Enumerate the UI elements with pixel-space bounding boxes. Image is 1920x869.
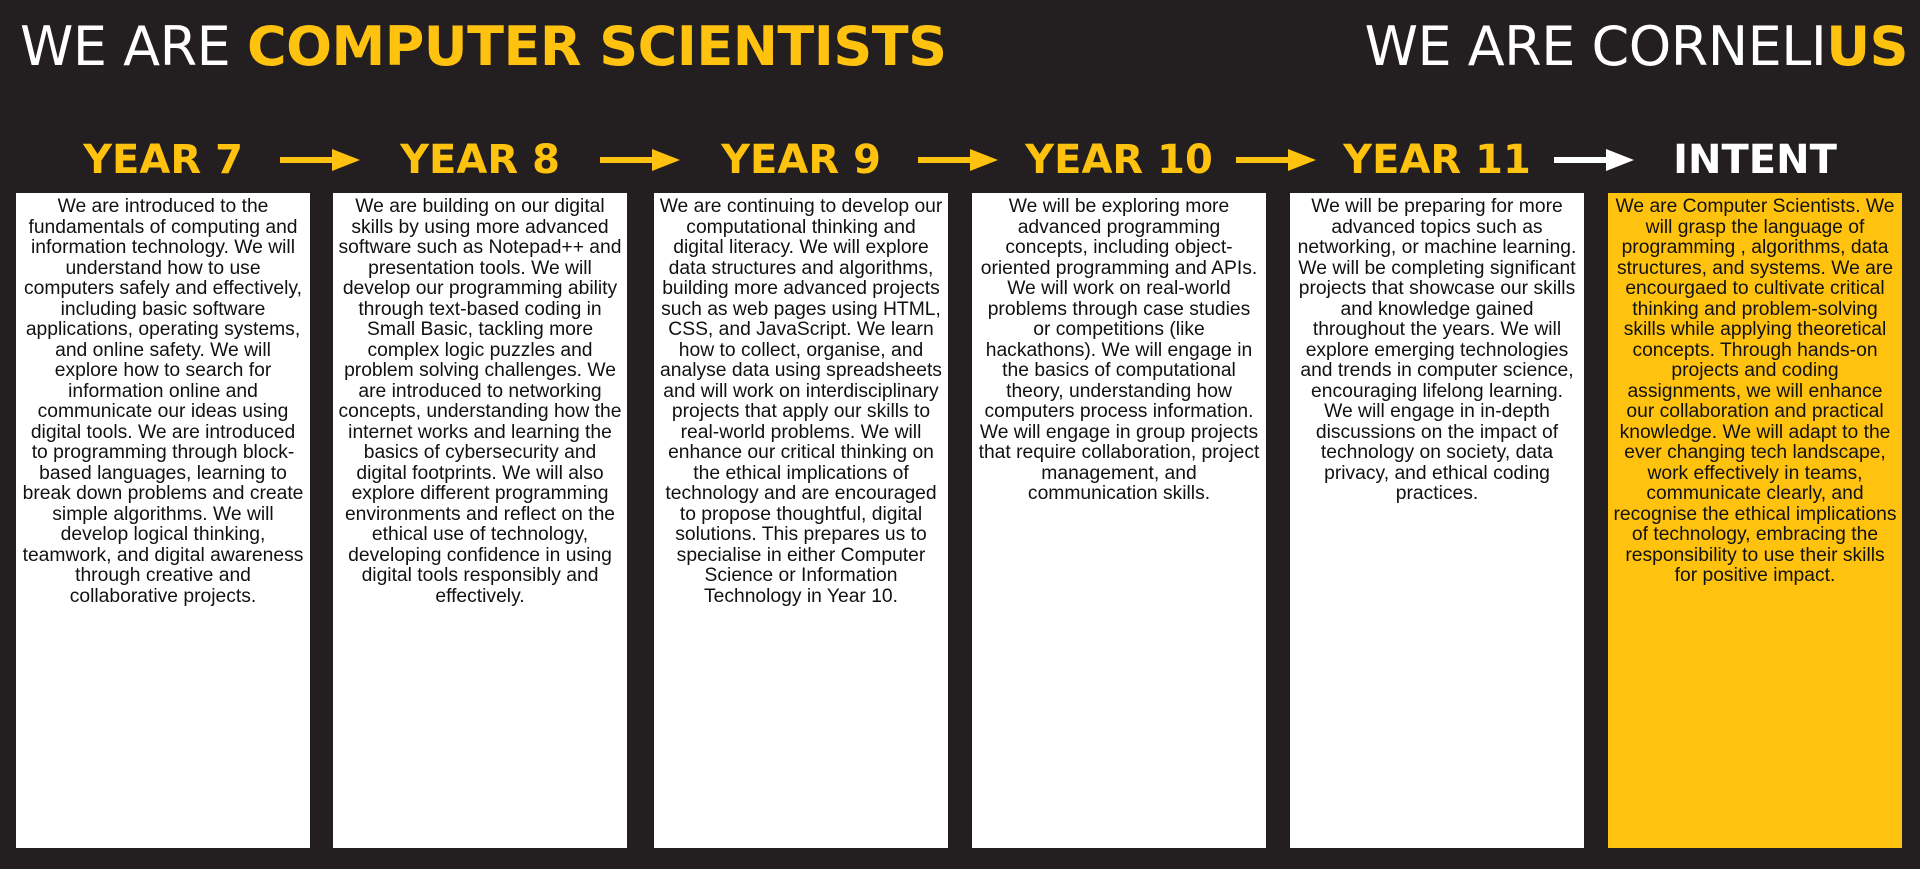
column-year-9 xyxy=(654,135,948,607)
arrow-head xyxy=(332,149,360,171)
column-description: We are continuing to develop our computational thinking and digital literacy. We will explore data structures and algorithms, building more advanced projects such as web pages using HTML, CSS, and JavaScript. We learn how to collect, organise, and analyse data using spreadsheets and will work on interdisciplinary projects that apply our skills to real-world problems. We will enhance our critical thinking on the ethical implications of technology and are encouraged to propose thoughtful, digital solutions. This prepares us to specialise in either Computer Science or Information Technology in Year 10. xyxy=(654,193,948,848)
column-description: We are Computer Scientists. We will grasp the language of programming , algorithms, data structures, and systems. We are encourgaed to cultivate critical thinking and problem-solving skills while applying theoretical concepts. Through hands-on projects and coding assignments, we will enhance our collaboration and practical knowledge. We will adapt to the ever changing tech landscape, work effectively in teams, communicate clearly, and recognise the ethical implications of technology, embracing the responsibility to use their skills for positive impact. xyxy=(1608,193,1902,848)
arrow-head xyxy=(652,149,680,171)
column-year-7 xyxy=(16,135,310,607)
school-motto xyxy=(1365,12,1908,82)
column-description: We are building on our digital skills by using more advanced software such as Notepad++ and presentation tools. We will develop our programming ability through text-based coding in Small Basic, tackling more complex logic puzzles and problem solving challenges. We are introduced to networking concepts, understanding how the internet works and learning the basics of cybersecurity and digital footprints. We will also explore different programming environments and reflect on the ethical use of technology, developing confidence in using digital tools responsibly and effectively. xyxy=(333,193,627,848)
arrow-shaft xyxy=(918,157,974,163)
column-description: We will be preparing for more advanced topics such as networking, or machine learning. We will be completing significant projects that showcase our skills and knowledge gained throughout the years. We will explore emerging technologies and trends in computer science, encouraging lifelong learning. We will engage in in-depth discussions on the impact of technology on society, data privacy, and ethical coding practices. xyxy=(1290,193,1584,848)
column-description: We will be exploring more advanced programming concepts, including object-oriented programming and APIs. We will work on real-world problems through case studies or competitions (like hackathons). We will engage in the basics of computational theory, understanding how computers process information. We will engage in group projects that require collaboration, project management, and communication skills. xyxy=(972,193,1266,848)
main-title-emphasis: COMPUTER SCIENTISTS xyxy=(246,15,947,78)
right-arrow-icon xyxy=(600,149,680,171)
arrow-head xyxy=(1606,149,1634,171)
column-intent xyxy=(1608,135,1902,586)
main-title-prefix: WE ARE xyxy=(20,15,247,78)
curriculum-timeline xyxy=(0,135,1920,869)
arrow-head xyxy=(1288,149,1316,171)
column-title: YEAR 11 xyxy=(1343,137,1531,183)
school-motto-prefix: WE ARE CORNELI xyxy=(1364,15,1827,78)
arrow-shaft xyxy=(1554,157,1610,163)
school-motto-emphasis: US xyxy=(1826,15,1908,78)
column-year-11 xyxy=(1290,135,1584,504)
column-title: YEAR 9 xyxy=(721,137,881,183)
column-description: We are introduced to the fundamentals of computing and information technology. We will understand how to use computers safely and effectively, including basic software applications, operating systems, and online safety. We will explore how to search for information online and communicate our ideas using digital tools. We are introduced to programming through block-based languages, learning to break down problems and create simple algorithms. We will develop logical thinking, teamwork, and digital awareness through creative and collaborative projects. xyxy=(16,193,310,848)
column-title: YEAR 8 xyxy=(400,137,560,183)
right-arrow-icon xyxy=(918,149,998,171)
arrow-shaft xyxy=(1236,157,1292,163)
column-title: YEAR 7 xyxy=(83,137,243,183)
right-arrow-icon xyxy=(280,149,360,171)
column-year-10 xyxy=(972,135,1266,504)
right-arrow-icon xyxy=(1236,149,1316,171)
arrow-shaft xyxy=(280,157,336,163)
right-arrow-icon xyxy=(1554,149,1634,171)
arrow-head xyxy=(970,149,998,171)
column-year-8 xyxy=(333,135,627,607)
column-title: YEAR 10 xyxy=(1025,137,1213,183)
column-title: INTENT xyxy=(1673,137,1837,183)
arrow-shaft xyxy=(600,157,656,163)
main-title xyxy=(20,12,946,82)
